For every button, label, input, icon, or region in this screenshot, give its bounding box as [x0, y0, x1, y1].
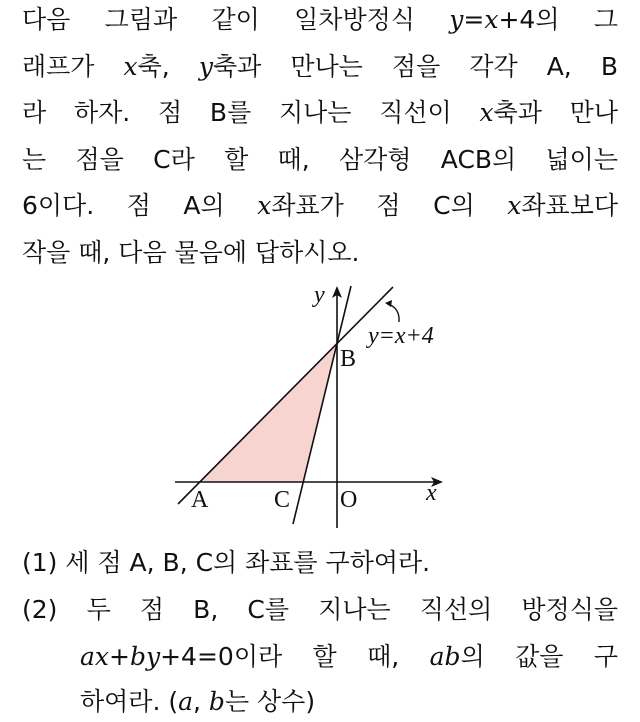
text-segment: 6이다. 점 A의	[22, 191, 258, 220]
text-segment: 래프가	[22, 52, 124, 81]
text-segment: 는 점을 C라 할 때, 삼각형 ACB의 넓이는	[22, 145, 618, 174]
math-variable: x	[484, 5, 499, 34]
math-variable: ax	[80, 642, 110, 671]
text-segment: 축과 만나는 점을 각각 A, B	[212, 52, 618, 81]
text-segment: 작을 때, 다음 물음에 답하시오.	[22, 238, 360, 267]
math-variable: ab	[429, 642, 461, 671]
text-segment: (1) 세 점 A, B, C의 좌표를 구하여라.	[22, 548, 431, 577]
question-1	[22, 543, 618, 583]
text-segment: 는 상수)	[224, 687, 316, 716]
question-2-line	[80, 682, 618, 722]
text-segment: =	[463, 5, 485, 34]
text-segment: 축과 만나	[493, 98, 618, 127]
text-segment: ,	[193, 687, 209, 716]
text-segment: 좌표가 점 C의	[271, 191, 508, 220]
math-variable: x	[123, 52, 138, 81]
math-variable: x	[479, 98, 494, 127]
text-segment: 의 값을 구	[460, 642, 619, 671]
math-variable: b	[208, 687, 225, 716]
text-segment: +4의 그	[498, 5, 618, 34]
math-variable: x	[257, 191, 272, 220]
math-variable: x	[507, 191, 522, 220]
math-variable: a	[178, 687, 194, 716]
text-segment: 축,	[137, 52, 199, 81]
math-variable: y	[198, 52, 213, 81]
text-segment: +	[109, 642, 130, 671]
text-segment: +4=0이라 할 때,	[160, 642, 430, 671]
y-axis-label: y	[314, 282, 325, 308]
x-axis-label: x	[426, 480, 437, 506]
text-segment: 좌표보다	[521, 191, 618, 220]
point-a-label: A	[191, 487, 209, 513]
line-equation-label: y=x+4	[368, 323, 434, 349]
question-2-line	[22, 590, 618, 630]
arrowhead-icon	[385, 300, 392, 307]
question-2-line	[80, 637, 618, 677]
point-c-label: C	[274, 487, 291, 513]
math-variable: y	[449, 5, 464, 34]
text-segment: 다음 그림과 같이 일차방정식	[22, 5, 450, 34]
math-variable: by	[129, 642, 161, 671]
text-segment: 하여라. (	[80, 687, 179, 716]
text-segment: (2) 두 점 B, C를 지나는 직선의 방정식을	[22, 595, 618, 624]
curved-arrow-icon	[388, 304, 399, 322]
origin-label: O	[340, 487, 358, 513]
text-segment: 라 하자. 점 B를 지나는 직선이	[22, 98, 480, 127]
point-b-label: B	[340, 346, 357, 372]
